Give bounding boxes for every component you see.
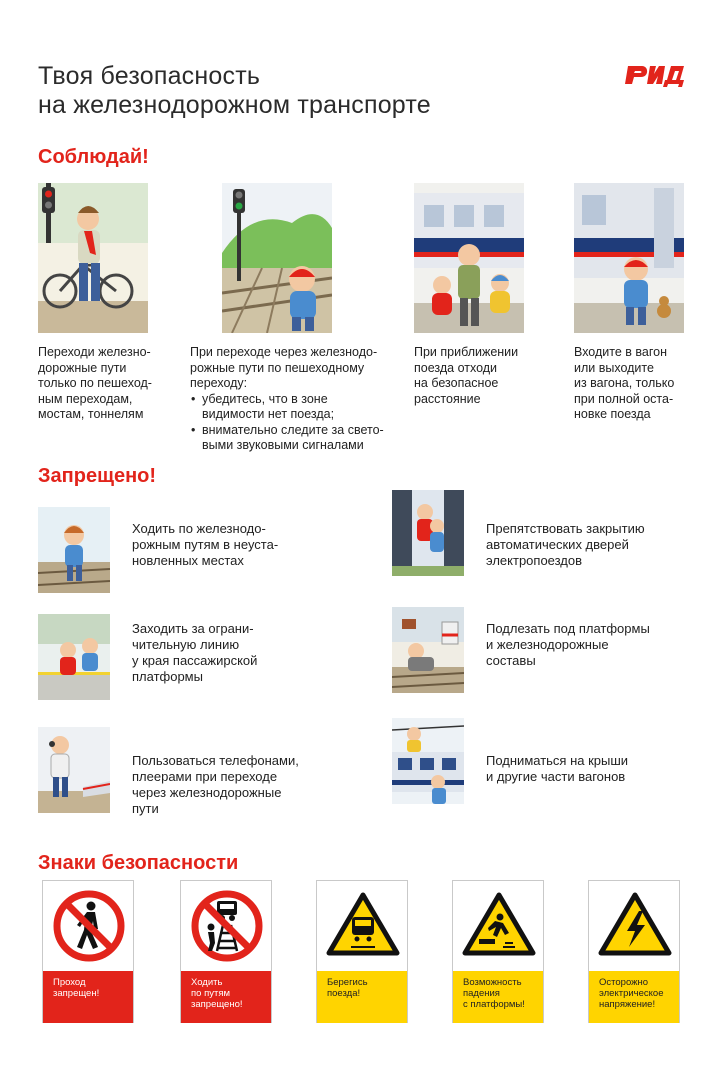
section-heading-observe: Соблюдай! (38, 146, 149, 168)
text-line: составы (486, 653, 536, 668)
forbidden-text-1 (132, 521, 278, 569)
title-line-2: на железнодорожном транспорте (38, 91, 431, 119)
text-line: у края пассажирской (132, 653, 258, 668)
text-line: запрещен! (53, 988, 100, 999)
text-line: Осторожно (599, 977, 649, 988)
forbidden-text-5 (132, 753, 299, 817)
illustration-phone-on-tracks (38, 727, 110, 813)
observe-text-4 (574, 345, 674, 423)
sign-caption (317, 971, 407, 1023)
text-line: пути (132, 801, 159, 816)
text-line: поезда отходи (414, 360, 498, 375)
illustration-climbing-train-roof (392, 718, 464, 804)
text-line: • внимательно следите за свето- (202, 422, 384, 437)
text-line: расстояние (414, 391, 481, 406)
forbidden-text-4 (486, 621, 650, 669)
sign-caption (589, 971, 679, 1023)
illustration-crossing-bridge (38, 183, 148, 333)
text-line: только по пешеход- (38, 376, 152, 390)
text-line: дорожные пути (38, 360, 127, 375)
forbidden-text-2 (486, 521, 645, 569)
text-line: Входите в вагон (574, 345, 667, 359)
sign-beware-train (316, 880, 408, 1023)
observe-text-3 (414, 345, 518, 407)
text-line: ным переходам, (38, 391, 133, 406)
observe-text-2 (190, 345, 384, 454)
text-line: Возможность (463, 977, 522, 988)
observe-text-1 (38, 345, 152, 423)
text-line: на безопасное (414, 376, 499, 390)
text-line: плеерами при переходе (132, 769, 278, 784)
text-line: при полной оста- (574, 391, 674, 406)
walking-on-tracks-icon (181, 881, 273, 971)
forbidden-text-6 (486, 753, 628, 785)
illustration-platform-edge (38, 614, 110, 700)
text-line: напряжение! (599, 999, 656, 1010)
section-heading-signs: Знаки безопасности (38, 852, 239, 874)
text-line: Проход (53, 977, 86, 988)
text-line: запрещено! (191, 999, 243, 1010)
text-line: или выходите (574, 360, 654, 375)
text-line: Ходить по железнодо- (132, 521, 266, 536)
text-line: Подлезать под платформы (486, 621, 650, 636)
text-line: и железнодорожные (486, 637, 609, 652)
text-line: мостам, тоннелям (38, 407, 144, 421)
text-line: по путям (191, 988, 230, 999)
bullet-item (200, 392, 384, 423)
text-line: через железнодорожные (132, 785, 282, 800)
bullet-item (200, 423, 384, 454)
platform-fall-icon (453, 881, 545, 971)
text-line: с платформы! (463, 999, 525, 1010)
text-line: электропоездов (486, 553, 583, 568)
illustration-stepping-away-from-train (414, 183, 524, 333)
text-line: автоматических дверей (486, 537, 629, 552)
text-line: Переходи железно- (38, 345, 151, 359)
text-line: и другие части вагонов (486, 769, 626, 784)
rzd-logo (622, 58, 692, 88)
sign-high-voltage (588, 880, 680, 1023)
text-line: рожным путям в неуста- (132, 537, 279, 552)
text-line: Ходить (191, 977, 223, 988)
title-line-1: Твоя безопасность (38, 62, 261, 90)
forbidden-text-3 (132, 621, 257, 685)
sign-no-walking-on-tracks (180, 880, 272, 1023)
illustration-crawling-under-platform (392, 607, 464, 693)
text-line: чительную линию (132, 637, 240, 652)
sign-caption (43, 971, 133, 1023)
text-line: рожные пути по пешеходному (190, 360, 365, 375)
sign-platform-fall (452, 880, 544, 1023)
text-line: поезда! (327, 988, 361, 999)
text-line: новке поезда (574, 407, 651, 421)
text-line: переходу: (190, 376, 248, 390)
text-line: из вагона, только (574, 376, 675, 390)
sign-caption (453, 971, 543, 1023)
train-icon (317, 881, 409, 971)
text-line: Пользоваться телефонами, (132, 753, 299, 768)
text-line: Подниматься на крыши (486, 753, 629, 768)
text-line: Заходить за ограни- (132, 621, 254, 636)
text-line: падения (463, 988, 500, 999)
illustration-pedestrian-crossing (222, 183, 332, 333)
section-heading-forbidden: Запрещено! (38, 465, 157, 487)
illustration-blocking-doors (392, 490, 464, 576)
page-title (38, 62, 431, 120)
sign-caption (181, 971, 271, 1023)
illustration-walking-on-tracks (38, 507, 110, 593)
high-voltage-icon (589, 881, 681, 971)
text-line: Препятствовать закрытию (486, 521, 645, 536)
text-line: Берегись (327, 977, 368, 988)
text-line: При переходе через железнодо- (190, 345, 378, 359)
text-line: платформы (132, 669, 203, 684)
text-line: видимости нет поезда; (202, 407, 335, 421)
text-line: • убедитесь, что в зоне (202, 391, 328, 406)
observe-bullet-list (190, 392, 384, 454)
text-line: новленных местах (132, 553, 244, 568)
text-line: При приближении (414, 345, 519, 359)
sign-no-passage (42, 880, 134, 1023)
pedestrian-icon (43, 881, 135, 971)
illustration-boarding-train (574, 183, 684, 333)
text-line: электрическое (599, 988, 664, 999)
text-line: выми звуковыми сигналами (202, 438, 364, 452)
